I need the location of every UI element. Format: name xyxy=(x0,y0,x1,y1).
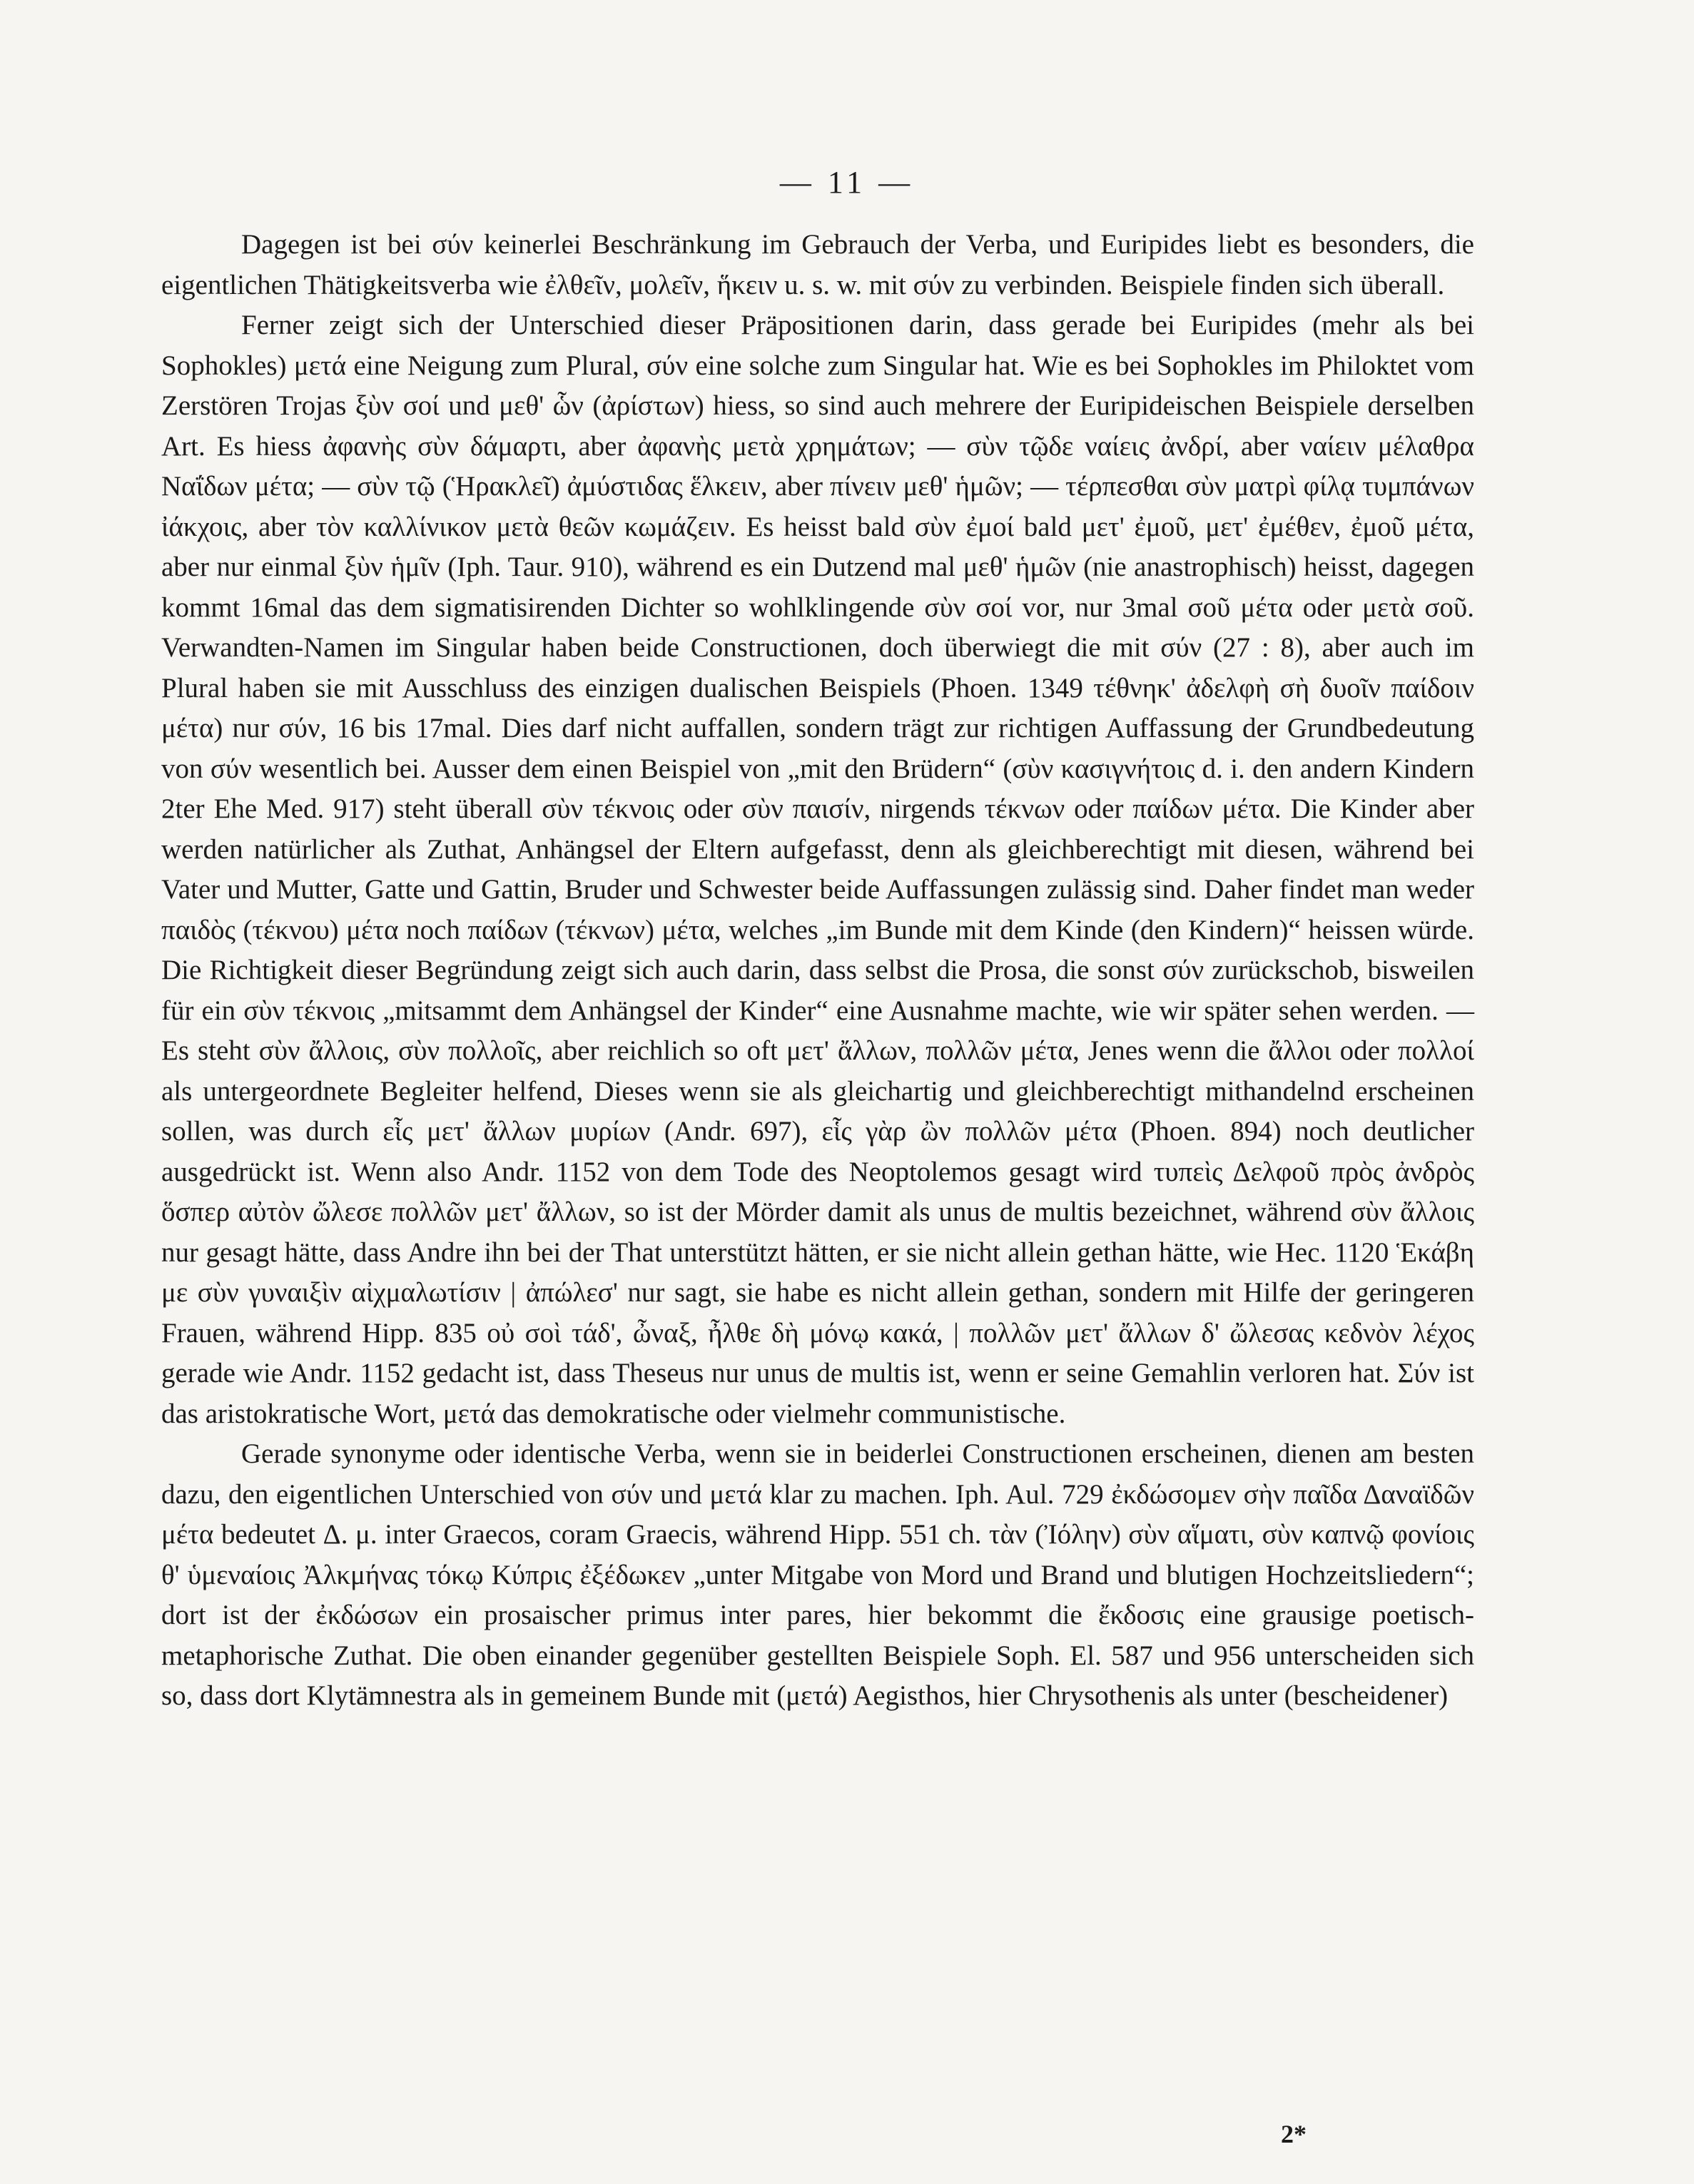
body-text xyxy=(161,225,1474,1717)
page-number: — 11 — xyxy=(779,165,915,200)
signature-mark: 2* xyxy=(1281,2120,1307,2148)
paragraph-2: Ferner zeigt sich der Unterschied dieser Präpositionen darin, dass gerade bei Euripides (mehr als bei Sophokles) μετά eine Neigung zum Plural, σύν eine solche zum Singular hat. Wie es bei Sophokles im Philoktet vom Zerstören Trojas ξὺν σοί und μεθ' ὧν (ἀρίστων) hiess, so sind auch mehrere der Euripideischen Beispiele derselben Art. Es hiess ἀφανὴς σὺν δάμαρτι, aber ἀφανὴς μετὰ χρημάτων; — σὺν τῷδε ναίεις ἀνδρί, aber ναίειν μέλαθρα Ναΐδων μέτα; — σὺν τῷ (Ἡρακλεῖ) ἀμύστιδας ἕλκειν, aber πίνειν μεθ' ἡμῶν; — τέρπεσθαι σὺν ματρὶ φίλᾳ τυμπάνων ἰάκχοις, aber τὸν καλλίνικον μετὰ θεῶν κωμάζειν. Es heisst bald σὺν ἐμοί bald μετ' ἐμοῦ, μετ' ἐμέθεν, ἐμοῦ μέτα, aber nur einmal ξὺν ἡμῖν (Iph. Taur. 910), während es ein Dutzend mal μεθ' ἡμῶν (nie anastrophisch) heisst, dagegen kommt 16mal das dem sigmatisirenden Dichter so wohlklingende σὺν σοί vor, nur 3mal σοῦ μέτα oder μετὰ σοῦ. Verwandten-Namen im Singular haben beide Constructionen, doch überwiegt die mit σύν (27 : 8), aber auch im Plural haben sie mit Ausschluss des einzigen dualischen Beispiels (Phoen. 1349 τέθνηκ' ἀδελφὴ σὴ δυοῖν παίδοιν μέτα) nur σύν, 16 bis 17mal. Dies darf nicht auffallen, sondern trägt zur richtigen Auffassung der Grundbedeutung von σύν wesentlich bei. Ausser dem einen Beispiel von „mit den Brüdern“ (σὺν κασιγνήτοις d. i. den andern Kindern 2ter Ehe Med. 917) steht überall σὺν τέκνοις oder σὺν παισίν, nirgends τέκνων oder παίδων μέτα. Die Kinder aber werden natürlicher als Zuthat, Anhängsel der Eltern aufgefasst, denn als gleichberechtigt mit diesen, während bei Vater und Mutter, Gatte und Gattin, Bruder und Schwester beide Auffassungen zulässig sind. Daher findet man weder παιδὸς (τέκνου) μέτα noch παίδων (τέκνων) μέτα, welches „im Bunde mit dem Kinde (den Kindern)“ heissen würde. Die Richtigkeit dieser Begründung zeigt sich auch darin, dass selbst die Prosa, die sonst σύν zurückschob, bisweilen für ein σὺν τέκνοις „mitsammt dem Anhängsel der Kinder“ eine Ausnahme machte, wie wir später sehen werden. — Es steht σὺν ἄλλοις, σὺν πολλοῖς, aber reichlich so oft μετ' ἄλλων, πολλῶν μέτα, Jenes wenn die ἄλλοι oder πολλοί als untergeordnete Begleiter helfend, Dieses wenn sie als gleichartig und gleichberechtigt mithandelnd erscheinen sollen, was durch εἷς μετ' ἄλλων μυρίων (Andr. 697), εἷς γὰρ ὢν πολλῶν μέτα (Phoen. 894) noch deutlicher ausgedrückt ist. Wenn also Andr. 1152 von dem Tode des Neoptolemos gesagt wird τυπεὶς Δελφοῦ πρὸς ἀνδρὸς ὅσπερ αὐτὸν ὤλεσε πολλῶν μετ' ἄλλων, so ist der Mörder damit als unus de multis bezeichnet, während σὺν ἄλλοις nur gesagt hätte, dass Andre ihn bei der That unterstützt hätten, er sie nicht allein gethan hätte, wie Hec. 1120 Ἑκάβη με σὺν γυναιξὶν αἰχμαλωτίσιν | ἀπώλεσ' nur sagt, sie habe es nicht allein gethan, sondern mit Hilfe der geringeren Frauen, während Hipp. 835 οὐ σοὶ τάδ', ὦναξ, ἦλθε δὴ μόνῳ κακά, | πολλῶν μετ' ἄλλων δ' ὤλεσας κεδνὸν λέχος gerade wie Andr. 1152 gedacht ist, dass Theseus nur unus de multis ist, wenn er seine Gemahlin verloren hat. Σύν ist das aristokratische Wort, μετά das demokratische oder vielmehr communistische. xyxy=(161,310,1474,1429)
paragraph-1: Dagegen ist bei σύν keinerlei Beschränkung im Gebrauch der Verba, und Euripides liebt es besonders, die eigentlichen Thätigkeitsverba wie ἐλθεῖν, μολεῖν, ἥκειν u. s. w. mit σύν zu verbinden. Beispiele finden sich überall. xyxy=(161,229,1474,300)
paragraph-3: Gerade synonyme oder identische Verba, wenn sie in beiderlei Constructionen erscheinen, dienen am besten dazu, den eigentlichen Unterschied von σύν und μετά klar zu machen. Iph. Aul. 729 ἐκδώσομεν σὴν παῖδα Δαναϊδῶν μέτα bedeutet Δ. μ. inter Graecos, coram Graecis, während Hipp. 551 ch. τὰν (Ἰόλην) σὺν αἵματι, σὺν καπνῷ φονίοις θ' ὑμεναίοις Ἀλκμήνας τόκῳ Κύπρις ἐξέδωκεν „unter Mitgabe von Mord und Brand und blutigen Hochzeitsliedern“; dort ist der ἐκδώσων ein prosaischer primus inter pares, hier bekommt die ἔκδοσις eine grausige poetisch-metaphorische Zuthat. Die oben einander gegenüber gestellten Beispiele Soph. El. 587 und 956 unterscheiden sich so, dass dort Klytämnestra als in gemeinem Bunde mit (μετά) Aegisthos, hier Chrysothenis als unter (bescheidener) xyxy=(161,1438,1474,1711)
